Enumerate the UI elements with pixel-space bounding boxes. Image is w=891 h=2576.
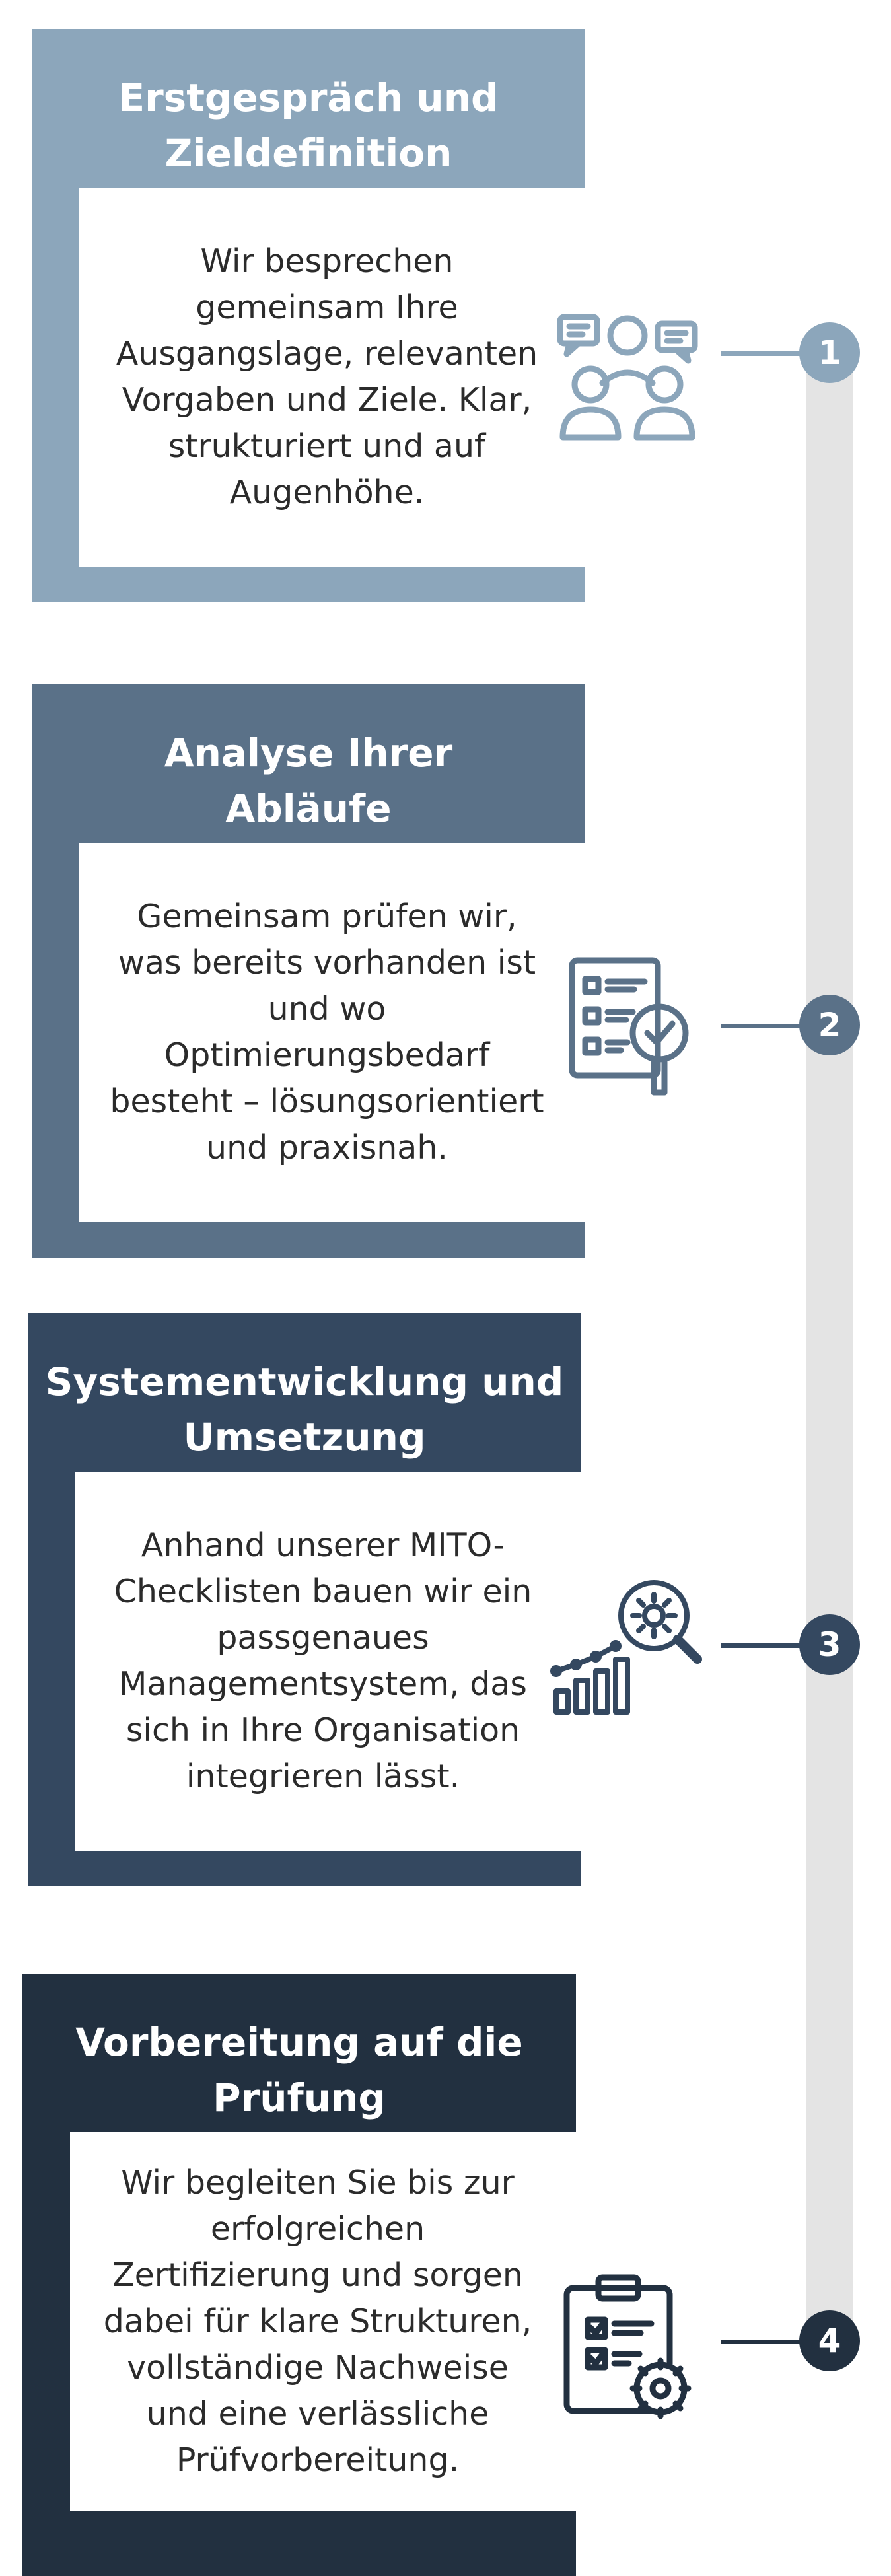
step-body-2 (79, 843, 585, 1222)
step-text-2: Gemeinsam prüfen wir, was bereits vorhanden ist und wo Optimierungsbedarf besteht – lösungsorientiert und praxisnah. (110, 898, 544, 1166)
discussion-people-icon (548, 297, 707, 456)
step-body-4 (70, 2132, 576, 2511)
step-card-2 (32, 684, 585, 1258)
step-body-3 (75, 1472, 581, 1851)
step-card-1 (32, 29, 585, 602)
growth-chart-gear-icon (548, 1572, 707, 1731)
step-body-1 (79, 188, 585, 567)
step-card-3 (28, 1313, 581, 1886)
step-text-3: Anhand unserer MITO-Checklisten bauen wir ein passgenaues Managementsystem, das sich in Ihre Organisation integrieren lässt. (114, 1526, 532, 1795)
step-title-1: Erstgespräch und Zieldefinition (118, 75, 499, 176)
step-title-3: Systementwicklung und Umsetzung (45, 1359, 564, 1460)
step-number-4: 4 (799, 2310, 860, 2371)
step-number-2: 2 (799, 995, 860, 1055)
step-title-2: Analyse Ihrer Abläufe (164, 731, 453, 831)
step-title-4: Vorbereitung auf die Prüfung (75, 2020, 523, 2120)
step-text-4: Wir begleiten Sie bis zur erfolgreichen Zertifizierung und sorgen dabei für klare Strukturen, vollständige Nachweise und eine verlässliche Prüfvorbereitung. (103, 2164, 532, 2479)
clipboard-gear-icon (548, 2268, 707, 2427)
step-number-1: 1 (799, 322, 860, 383)
timeline-track (806, 351, 853, 2333)
step-text-1: Wir besprechen gemeinsam Ihre Ausgangslage, relevanten Vorgaben und Ziele. Klar, strukturiert und auf Augenhöhe. (116, 242, 538, 511)
checklist-magnifier-icon (555, 948, 713, 1107)
step-card-4 (22, 1974, 576, 2547)
step-number-3: 3 (799, 1614, 860, 1675)
